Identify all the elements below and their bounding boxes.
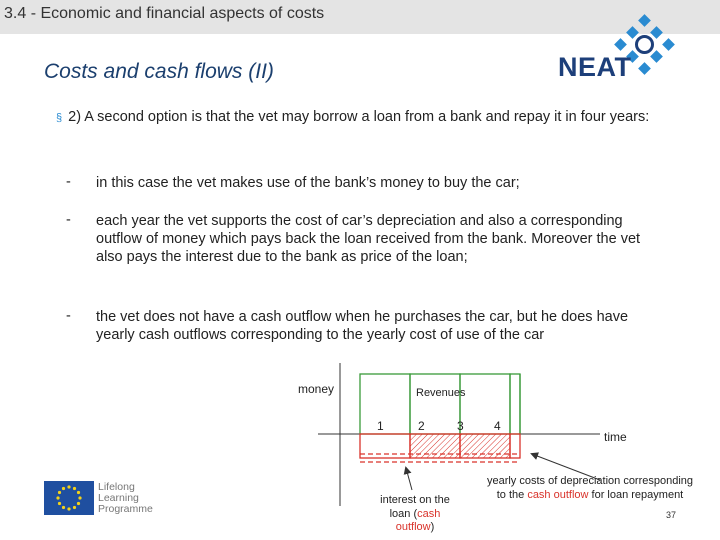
year-label-1: 1: [377, 419, 384, 433]
list-item: each year the vet supports the cost of car’s depreciation and also a corresponding outflow of money which pays back the loan received from the bank. Moreover the vet also pays the interest due to the bank as price of the loan;: [96, 213, 641, 265]
revenue-box-3: [460, 374, 510, 434]
year-label-3: 3: [457, 419, 464, 433]
list-item: the vet does not have a cash outflow when he purchases the car, but he does have yearly cash outflows corresponding to the yearly cost of use of the car: [96, 309, 629, 343]
revenue-box-1: [360, 374, 410, 434]
bullet-icon: §: [56, 112, 63, 124]
interest-caption-text: interest on the loan (: [380, 494, 450, 520]
programme-line: Learning: [98, 492, 139, 504]
programme-label: [98, 482, 153, 515]
interest-caption-accent: cash outflow: [395, 507, 441, 533]
depreciation-caption-text: yearly costs of depreciation corresponding to the: [486, 475, 694, 501]
page-number: 37: [666, 510, 677, 520]
year-label-2: 2: [418, 419, 425, 433]
x-axis-label: time: [604, 430, 627, 444]
intro-text: 2) A second option is that the vet may borrow a loan from a bank and repay it in four years:: [68, 109, 650, 125]
section-title: 3.4 - Economic and financial aspects of costs: [4, 5, 325, 22]
eu-flag-icon: [44, 481, 94, 515]
interest-caption: [372, 494, 458, 535]
revenues-label: Revenues: [416, 387, 466, 399]
depreciation-caption-accent: cash outflow: [527, 488, 589, 501]
interest-caption-end: ): [430, 521, 435, 533]
depreciation-caption: [482, 475, 698, 502]
dash-marker: -: [66, 212, 71, 228]
y-axis-label: money: [298, 382, 335, 396]
dash-marker: -: [66, 308, 71, 324]
dash-marker: -: [66, 174, 71, 190]
programme-line: Lifelong: [98, 481, 135, 493]
programme-line: Programme: [98, 503, 153, 515]
logo-text: NEAT: [558, 52, 632, 82]
intro-paragraph: [56, 108, 676, 127]
depreciation-caption-end: for loan repayment: [588, 488, 684, 501]
list-item: in this case the vet makes use of the bank’s money to buy the car;: [96, 175, 520, 191]
interest-arrow: [406, 468, 412, 490]
revenue-box-4: [510, 374, 520, 434]
year-label-4: 4: [494, 419, 501, 433]
slide-title: Costs and cash flows (II): [44, 60, 274, 83]
